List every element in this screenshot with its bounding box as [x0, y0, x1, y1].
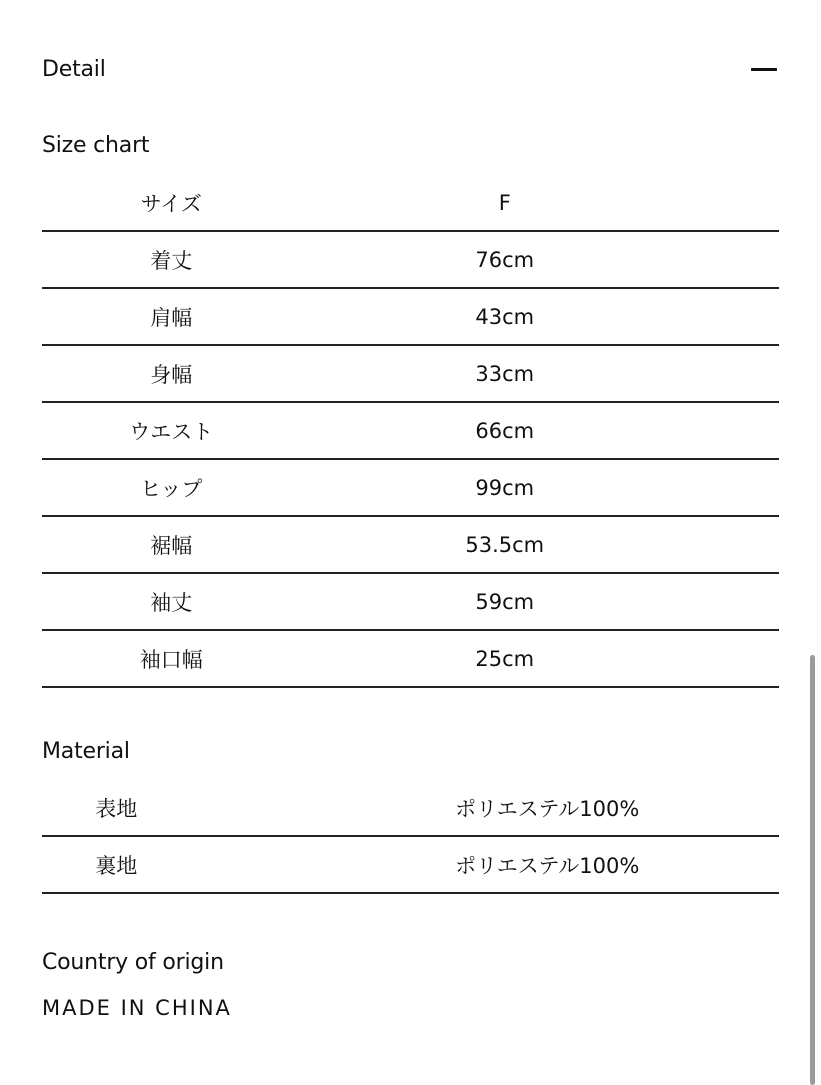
- table-row: [42, 516, 779, 573]
- table-row: [42, 288, 779, 345]
- size-row-label: 袖口幅: [42, 630, 411, 687]
- minus-icon[interactable]: [751, 68, 777, 71]
- size-row-label: 裾幅: [42, 516, 411, 573]
- table-row: [42, 345, 779, 402]
- size-header-value: F: [411, 175, 780, 231]
- table-row: [42, 630, 779, 687]
- table-row: [42, 459, 779, 516]
- scrollbar[interactable]: [805, 0, 821, 1080]
- size-row-label: 肩幅: [42, 288, 411, 345]
- material-table: [42, 780, 779, 894]
- size-row-label: ウエスト: [42, 402, 411, 459]
- size-row-label: ヒップ: [42, 459, 411, 516]
- size-row-value: 99cm: [411, 459, 780, 516]
- size-header-row: [42, 175, 779, 231]
- country-of-origin-value: MADE IN CHINA: [42, 996, 232, 1020]
- size-chart-title: Size chart: [42, 133, 150, 158]
- table-row: [42, 836, 779, 893]
- table-row: [42, 231, 779, 288]
- scrollbar-thumb[interactable]: [810, 655, 815, 1085]
- table-row: [42, 402, 779, 459]
- size-row-value: 43cm: [411, 288, 780, 345]
- size-row-value: 53.5cm: [411, 516, 780, 573]
- size-row-value: 59cm: [411, 573, 780, 630]
- size-row-value: 76cm: [411, 231, 780, 288]
- detail-title: Detail: [42, 57, 106, 82]
- size-row-label: 身幅: [42, 345, 411, 402]
- size-row-label: 着丈: [42, 231, 411, 288]
- material-row-label: 表地: [42, 780, 411, 836]
- material-row-label: 裏地: [42, 836, 411, 893]
- size-chart-table: [42, 175, 779, 688]
- size-header-label: サイズ: [42, 175, 411, 231]
- size-row-label: 袖丈: [42, 573, 411, 630]
- material-row-value: ポリエステル100%: [411, 836, 780, 893]
- country-of-origin-title: Country of origin: [42, 950, 224, 975]
- table-row: [42, 780, 779, 836]
- material-title: Material: [42, 739, 130, 764]
- table-row: [42, 573, 779, 630]
- material-row-value: ポリエステル100%: [411, 780, 780, 836]
- size-row-value: 33cm: [411, 345, 780, 402]
- size-row-value: 66cm: [411, 402, 780, 459]
- detail-accordion-header[interactable]: [42, 52, 779, 88]
- size-row-value: 25cm: [411, 630, 780, 687]
